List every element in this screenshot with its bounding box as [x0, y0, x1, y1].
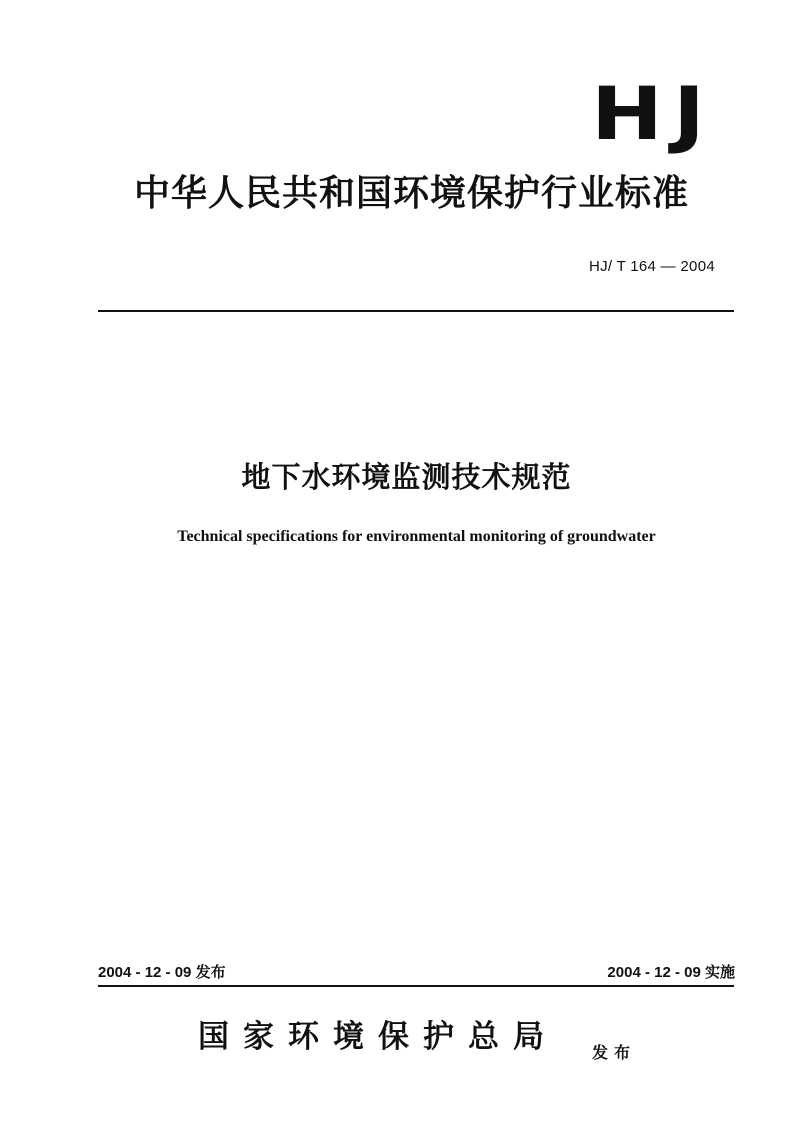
document-title-english: Technical specifications for environmental monitoring of groundwater [177, 528, 656, 545]
footer-divider [98, 985, 734, 987]
standard-code: HJ/ T 164 — 2004 [589, 258, 715, 275]
implementation-date: 2004 - 12 - 09 实施 [607, 964, 735, 981]
issuing-authority: 国家环境保护总局 [198, 1019, 558, 1055]
hj-logo: HJ [591, 72, 715, 158]
issued-label: 发布 [592, 1043, 637, 1062]
header-divider [98, 310, 734, 312]
issue-date: 2004 - 12 - 09 发布 [98, 964, 226, 981]
standard-category-heading: 中华人民共和国环境保护行业标准 [133, 173, 689, 214]
document-title-chinese: 地下水环境监测技术规范 [241, 460, 572, 494]
